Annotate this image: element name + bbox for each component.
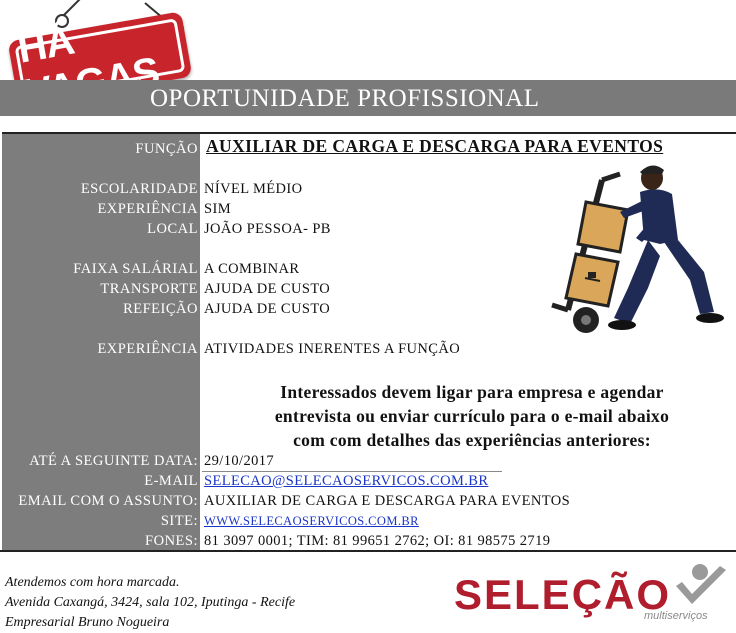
atividades-label: EXPERIÊNCIA (97, 341, 198, 357)
refeicao-label: REFEIÇÃO (123, 301, 198, 317)
escolaridade-label: ESCOLARIDADE (80, 181, 198, 197)
funcao-label: FUNÇÃO (135, 141, 198, 157)
deadline-row (0, 451, 736, 471)
page-title: OPORTUNIDADE PROFISSIONAL (150, 85, 540, 112)
notice-line-1: Interessados devem ligar para empresa e agendar (280, 382, 664, 402)
logo-word: SELEÇÃO (454, 571, 672, 618)
worker-hand-truck-icon (540, 160, 730, 338)
email-label: E-MAIL (144, 473, 198, 489)
logo-subtitle: multiserviços (644, 610, 708, 622)
transporte-label: TRANSPORTE (100, 281, 198, 297)
local-value: JOÃO PESSOA- PB (204, 221, 331, 237)
subject-label: EMAIL COM O ASSUNTO: (18, 493, 198, 509)
footer-line-3: Empresarial Bruno Nogueira (5, 615, 170, 630)
atividades-value: ATIVIDADES INERENTES A FUNÇÃO (204, 341, 461, 357)
atividades-row (0, 339, 736, 359)
subject-value: AUXILIAR DE CARGA E DESCARGA PARA EVENTOS (204, 493, 571, 509)
instructions-notice (212, 380, 732, 452)
escolaridade-value: NÍVEL MÉDIO (204, 181, 303, 197)
local-label: LOCAL (147, 221, 198, 237)
site-label: SITE: (160, 513, 198, 529)
deadline-label: ATÉ A SEGUINTE DATA: (29, 453, 198, 469)
email-link[interactable]: SELECAO@SELECAOSERVICOS.COM.BR (204, 473, 489, 489)
site-link[interactable]: WWW.SELECAOSERVICOS.COM.BR (204, 514, 419, 528)
deadline-value: 29/10/2017 (204, 453, 275, 469)
transporte-value: AJUDA DE CUSTO (204, 281, 331, 297)
footer-line-1: Atendemos com hora marcada. (5, 575, 180, 590)
experiencia-label: EXPERIÊNCIA (97, 201, 198, 217)
checkmark-person-icon (670, 560, 730, 612)
footer-address (5, 573, 295, 633)
faixa-salarial-label: FAIXA SALÁRIAL (73, 261, 198, 277)
footer-line-2: Avenida Caxangá, 3424, sala 102, Iputinga - Recife (5, 595, 296, 610)
phones-value: 81 3097 0001; TIM: 81 99651 2762; OI: 81 98575 2719 (204, 533, 551, 549)
subject-row (0, 491, 736, 511)
phones-label: FONES: (145, 533, 198, 549)
experiencia-value: SIM (204, 201, 231, 217)
funcao-value: AUXILIAR DE CARGA E DESCARGA PARA EVENTOS (206, 136, 664, 156)
phones-row (0, 531, 736, 551)
faixa-salarial-value: A COMBINAR (204, 261, 300, 277)
notice-line-2: entrevista ou enviar currículo para o e-mail abaixo (274, 406, 670, 426)
email-row (0, 471, 736, 491)
notice-line-3: com com detalhes das experiências anteriores: (293, 430, 651, 450)
site-row (0, 511, 736, 531)
top-divider (2, 132, 736, 134)
selecao-logo (448, 560, 734, 630)
bottom-divider (0, 550, 736, 552)
stamp-text: HÁ (14, 18, 77, 72)
refeicao-value: AJUDA DE CUSTO (204, 301, 331, 317)
